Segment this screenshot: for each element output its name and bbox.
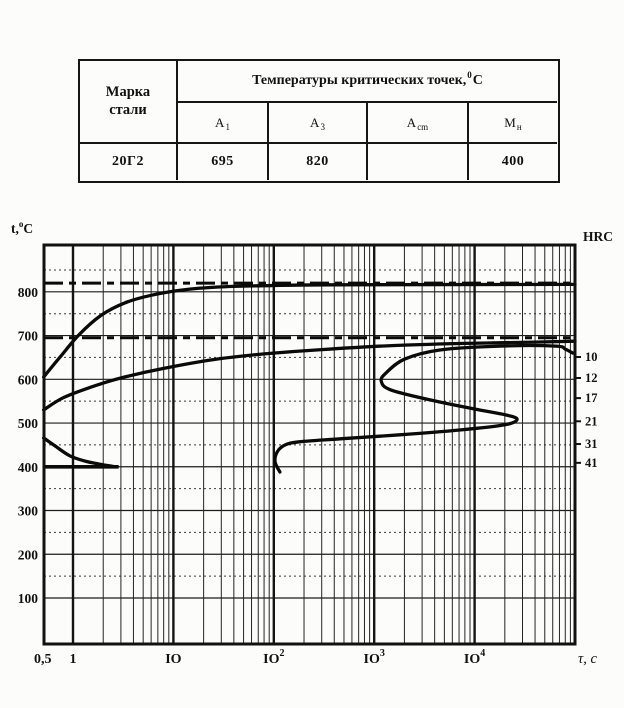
grade-header-line1: Марка xyxy=(105,84,151,101)
x-tick-label: $IO^3$ xyxy=(363,648,385,667)
y-tick-label: 700 xyxy=(17,328,38,344)
x-axis-tick-labels xyxy=(34,648,485,667)
mn-value: 400 xyxy=(501,153,525,169)
y-tick-label: 500 xyxy=(17,416,38,432)
hrc-label: 41 xyxy=(585,455,598,470)
x-tick-label: 1 xyxy=(69,652,77,667)
column-header-mn: $M_н$ xyxy=(469,103,557,144)
x-tick-label: IO xyxy=(165,652,182,667)
y-tick-label: 200 xyxy=(17,547,38,563)
hrc-label: 10 xyxy=(585,349,598,364)
y-tick-label: 800 xyxy=(17,284,38,300)
hrc-scale xyxy=(575,350,598,470)
transformation-s-curve xyxy=(275,346,573,472)
y-axis-tick-labels xyxy=(18,285,39,606)
column-header-a1: $A_1$ xyxy=(178,103,269,144)
hrc-axis-title: HRC xyxy=(583,229,613,244)
y-tick-label: 300 xyxy=(17,503,38,519)
x-axis-title: τ, с xyxy=(578,651,597,667)
hrc-label: 21 xyxy=(585,414,598,429)
a3-value: 820 xyxy=(269,144,368,180)
grade-header-line2: стали xyxy=(109,101,147,118)
upper-boundary-curve xyxy=(44,284,575,377)
a1-value: 695 xyxy=(178,144,269,180)
temp-header-degree: 0 xyxy=(467,69,472,80)
x-tick-label: 0,5 xyxy=(34,652,52,667)
y-tick-label: 100 xyxy=(17,591,38,606)
temp-header-text: Температуры критических точек, xyxy=(252,72,467,88)
lower-boundary-curve xyxy=(44,341,575,410)
x-tick-label: $IO^4$ xyxy=(463,648,486,667)
transformation-curves xyxy=(44,284,575,472)
y-tick-label: 600 xyxy=(17,372,38,388)
x-tick-label: $IO^2$ xyxy=(263,648,285,667)
hrc-label: 12 xyxy=(585,370,598,385)
column-header-acm: $A_{cm}$ xyxy=(368,103,469,144)
quench-rate-curve xyxy=(44,438,115,467)
y-axis-title: t,$^o$С xyxy=(11,219,34,236)
grade-value: 20Г2 xyxy=(80,144,178,180)
y-tick-label: 400 xyxy=(17,459,38,475)
temp-header-unit: С xyxy=(472,72,483,88)
hrc-label: 17 xyxy=(585,391,598,406)
hrc-label: 31 xyxy=(585,437,598,452)
column-header-a3: $A_3$ xyxy=(269,103,368,144)
